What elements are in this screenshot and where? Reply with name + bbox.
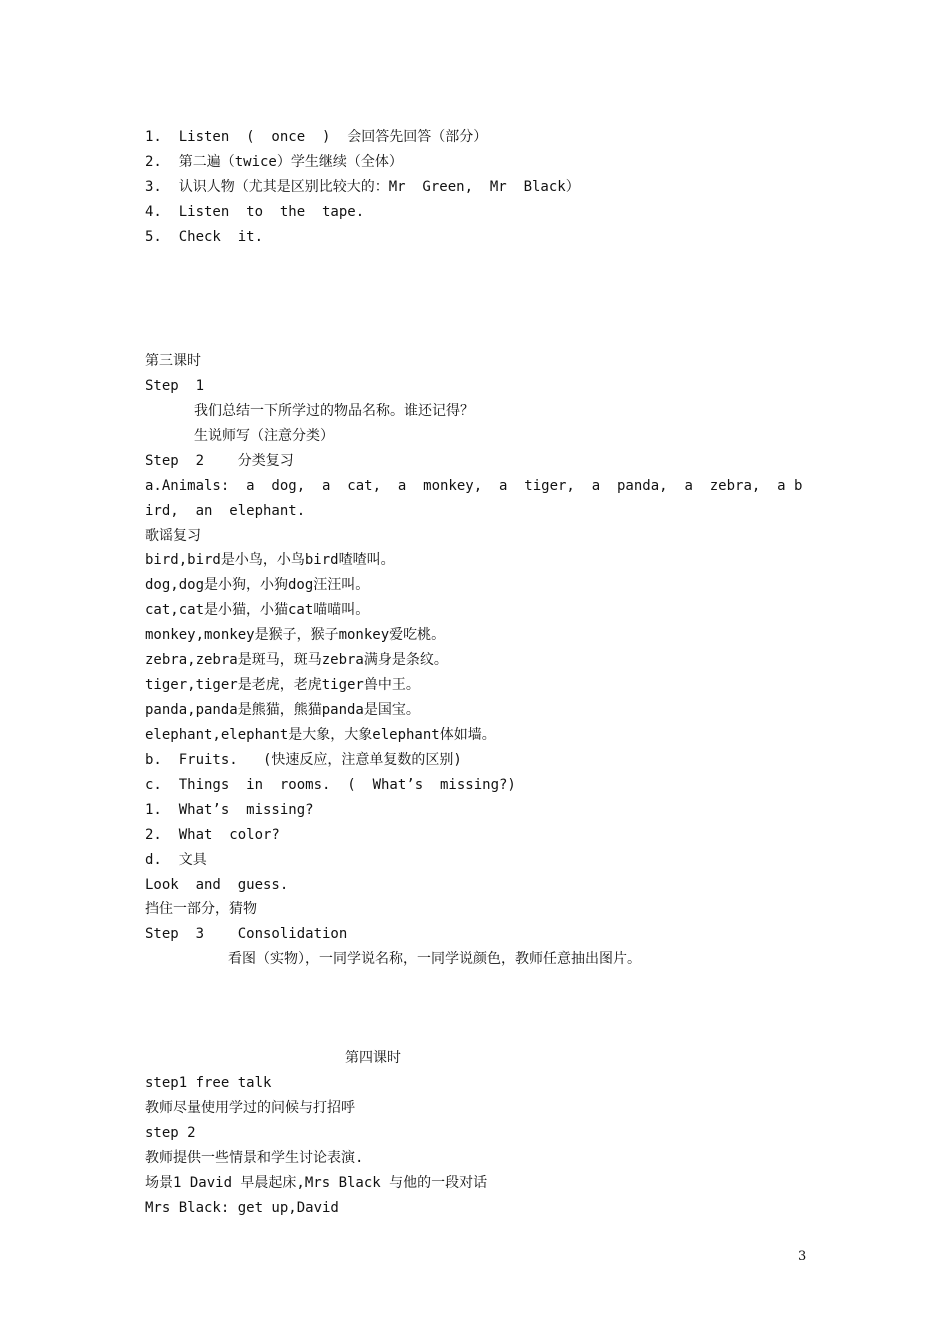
text-line: zebra,zebra是斑马，斑马zebra满身是条纹。 (145, 652, 448, 668)
text-line: 看图（实物），一同学说名称，一同学说颜色，教师任意抽出图片。 (228, 951, 641, 967)
text-line: Look and guess. (145, 877, 289, 893)
text-line: monkey,monkey是猴子，猴子monkey爱吃桃。 (145, 627, 446, 643)
text-line: dog,dog是小狗，小狗dog汪汪叫。 (145, 577, 370, 593)
text-line: 场景1 David 早晨起床,Mrs Black 与他的一段对话 (145, 1175, 488, 1191)
text-line: b. Fruits. (快速反应，注意单复数的区别) (145, 752, 462, 768)
text-line: ird, an elephant. (145, 503, 306, 519)
text-line: tiger,tiger是老虎，老虎tiger兽中王。 (145, 677, 420, 693)
text-line: 1. What’s missing? (145, 802, 314, 818)
text-line: 教师尽量使用学过的问候与打招呼 (145, 1100, 355, 1116)
step-heading: Step 2 分类复习 (145, 453, 294, 469)
step-heading: Step 1 (145, 378, 205, 394)
section-heading: 第三课时 (145, 353, 201, 369)
text-line: 2. 第二遍（twice）学生继续（全体） (145, 154, 403, 170)
text-line: 歌谣复习 (145, 528, 201, 544)
text-line: 4. Listen to the tape. (145, 204, 365, 220)
text-line: d. 文具 (145, 852, 207, 868)
section-heading: 第四课时 (345, 1050, 401, 1066)
text-line: elephant,elephant是大象，大象elephant体如墙。 (145, 727, 496, 743)
text-line: 2. What color? (145, 827, 280, 843)
text-line: Mrs Black: get up,David (145, 1200, 339, 1216)
text-line: 挡住一部分，猜物 (145, 901, 257, 917)
text-line: 3. 认识人物（尤其是区别比较大的：Mr Green, Mr Black） (145, 179, 580, 195)
text-line: 教师提供一些情景和学生讨论表演. (145, 1150, 364, 1166)
text-line: cat,cat是小猫，小猫cat喵喵叫。 (145, 602, 370, 618)
step-heading: Step 3 Consolidation (145, 926, 348, 942)
text-line: a.Animals: a dog, a cat, a monkey, a tiger, a panda, a zebra, a b (145, 478, 803, 494)
text-line: 1. Listen ( once ) 会回答先回答（部分） (145, 129, 488, 145)
text-line: bird,bird是小鸟，小鸟bird喳喳叫。 (145, 552, 395, 568)
text-line: 5. Check it. (145, 229, 264, 245)
text-line: c. Things in rooms. ( What’s missing?) (145, 777, 516, 793)
page-number: 3 (798, 1249, 807, 1264)
step-heading: step1 free talk (145, 1075, 272, 1091)
text-line: 生说师写（注意分类） (194, 428, 334, 444)
text-line: 我们总结一下所学过的物品名称。谁还记得？ (194, 403, 474, 419)
step-heading: step 2 (145, 1125, 196, 1141)
text-line: panda,panda是熊猫，熊猫panda是国宝。 (145, 702, 420, 718)
